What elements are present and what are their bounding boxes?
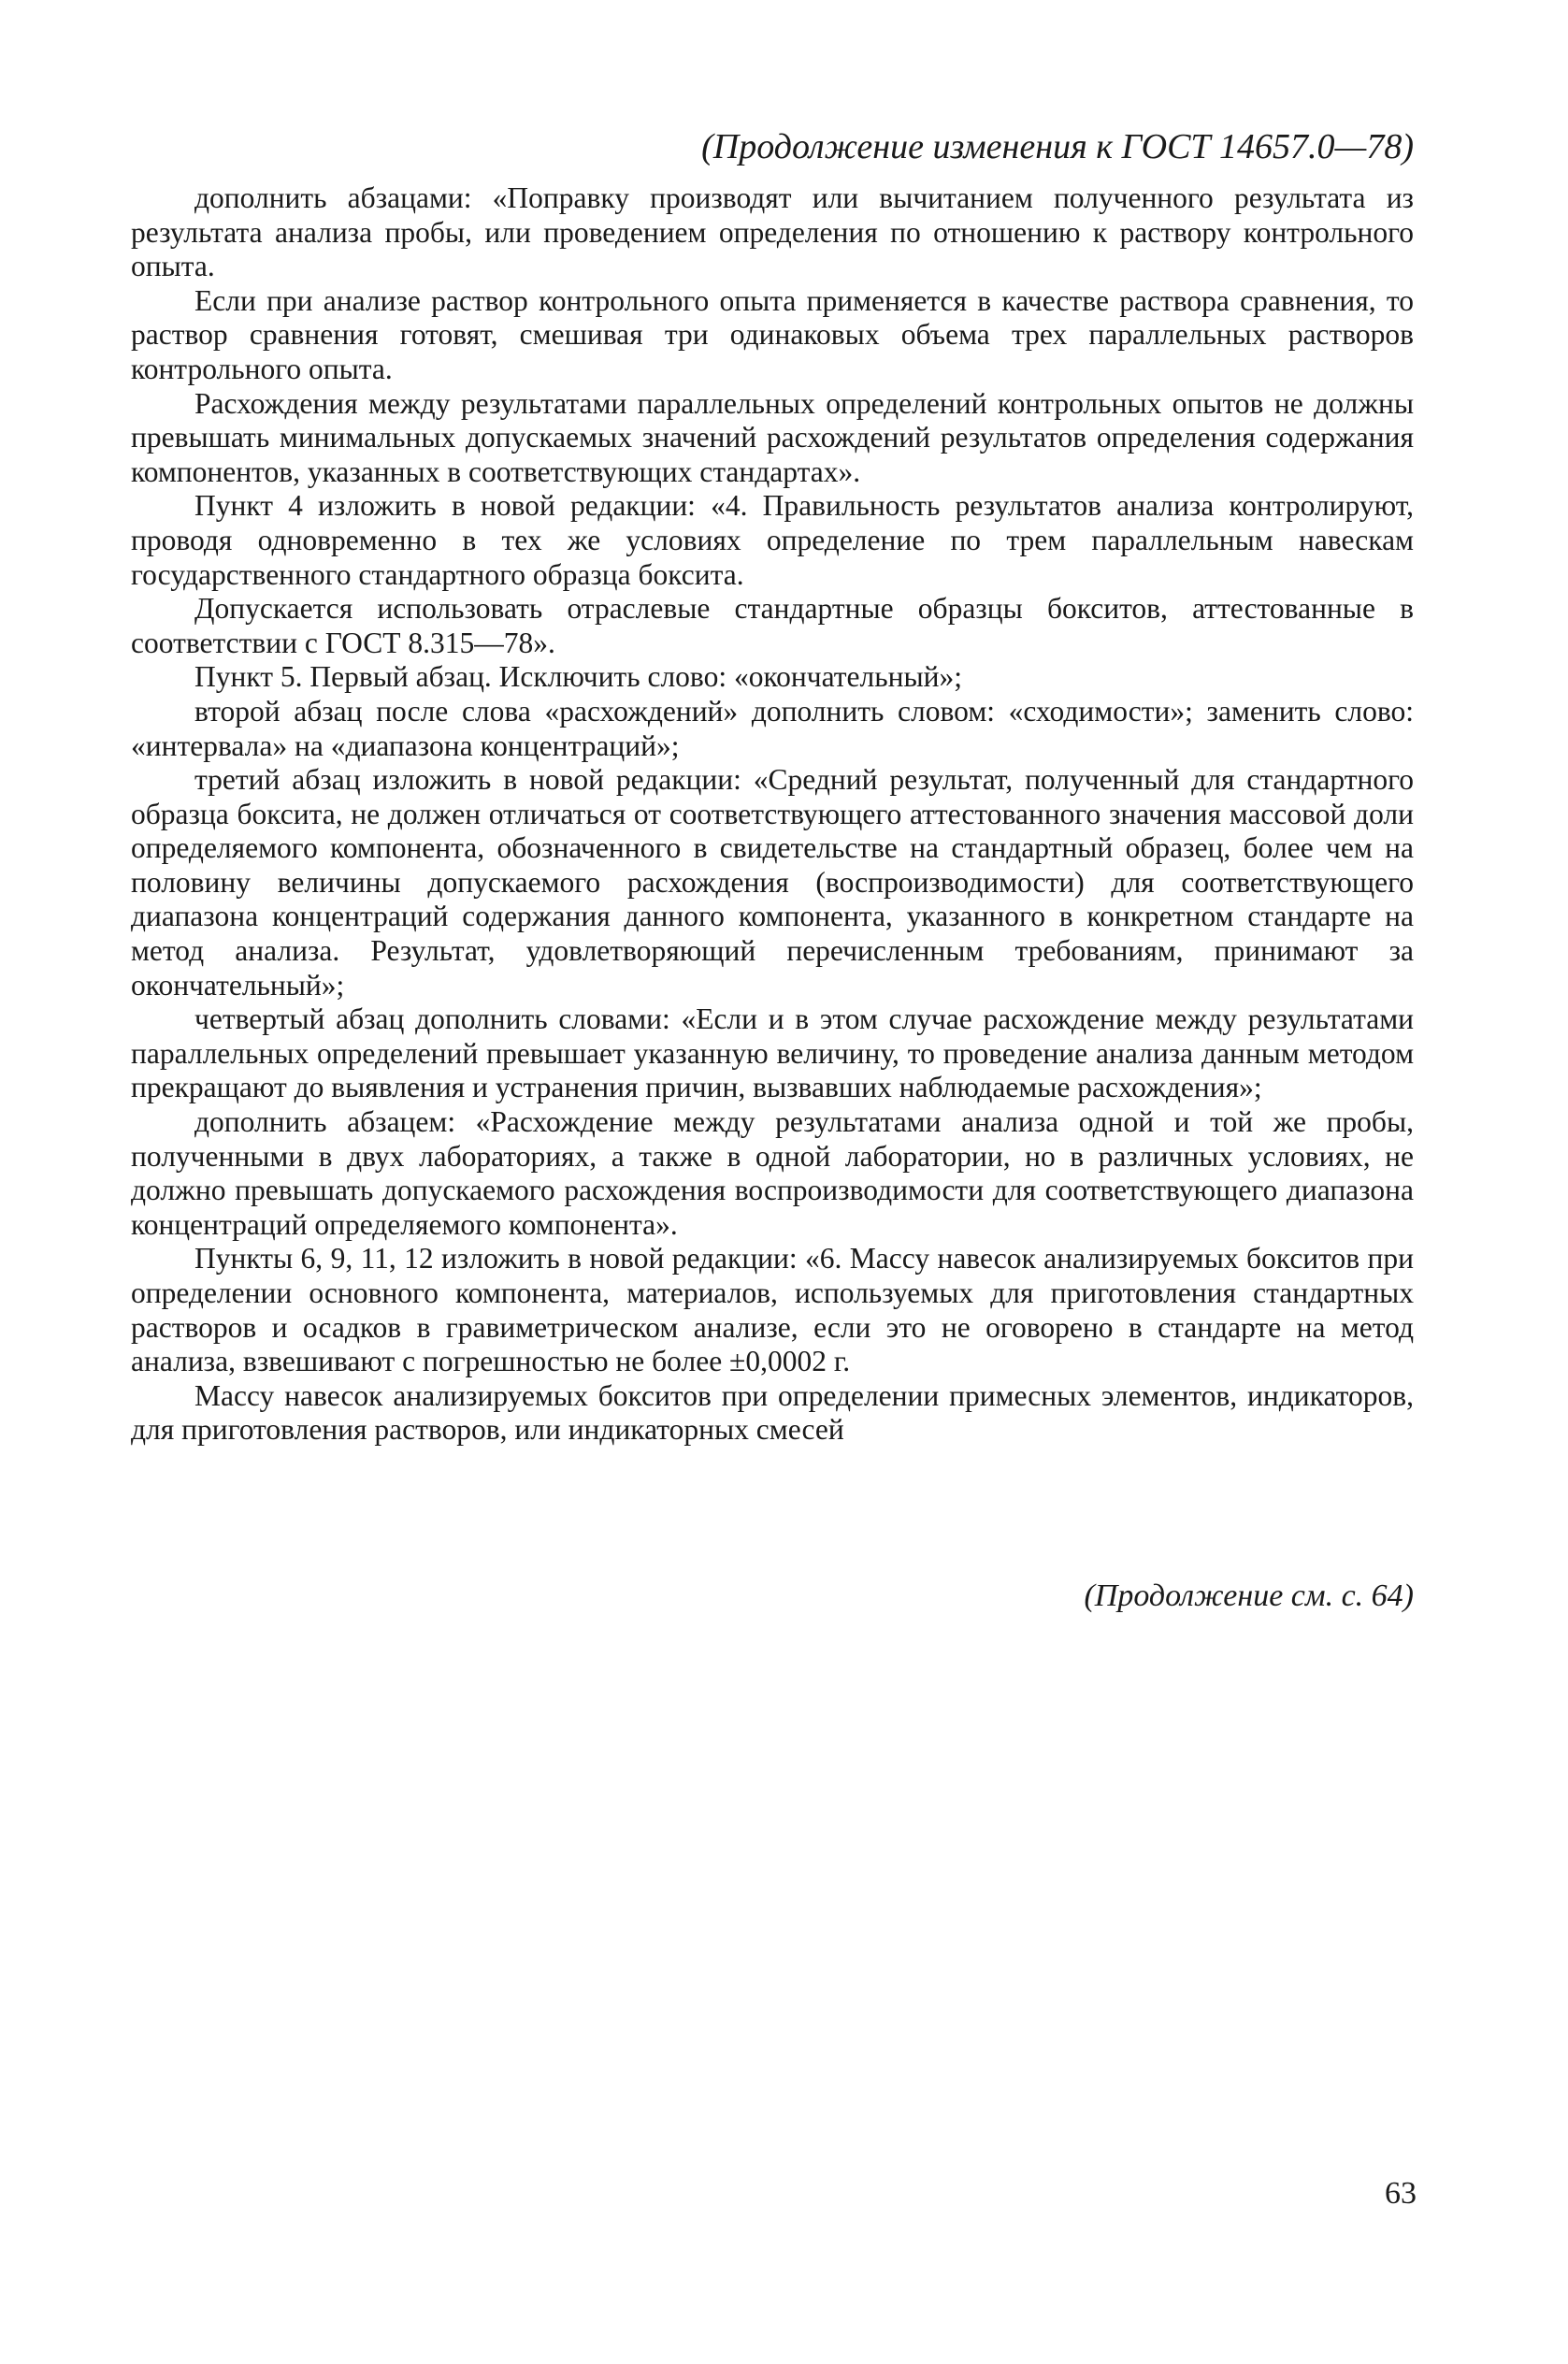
paragraph: дополнить абзацем: «Расхождение между результатами анализа одной и той же пробы, полученными в двух лабораториях, а также в одной лаборатории, но в различных условиях, не должно превышать допускаемого расхождения воспроизводимости для соответствующего диапазона концентраций определяемого компонента». <box>131 1105 1414 1241</box>
page-number: 63 <box>1385 2176 1417 2211</box>
paragraph: Пункт 4 изложить в новой редакции: «4. Правильность результатов анализа контролируют, проводя одновременно в тех же условиях определение по трем параллельным навескам государственного стандартного образца боксита. <box>131 489 1414 591</box>
paragraph: Расхождения между результатами параллельных определений контрольных опытов не должны превышать минимальных допускаемых значений расхождений результатов определения содержания компонентов, указанных в соответствующих стандартах». <box>131 386 1414 488</box>
continuation-header: (Продолжение изменения к ГОСТ 14657.0—78) <box>701 127 1414 166</box>
paragraph: Допускается использовать отраслевые стандартные образцы бокситов, аттестованные в соответствии с ГОСТ 8.315—78». <box>131 592 1414 659</box>
paragraph: Пункт 5. Первый абзац. Исключить слово: «окончательный»; <box>194 660 962 694</box>
paragraph: четвертый абзац дополнить словами: «Если и в этом случае расхождение между результатами параллельных определений превышает указанную величину, то проведение анализа данным методом прекращают до выявления и устранения причин, вызвавших наблюдаемые расхождения»; <box>131 1002 1414 1104</box>
paragraph: Пункты 6, 9, 11, 12 изложить в новой редакции: «6. Массу навесок анализируемых бокситов при определении основного компонента, материалов, используемых для приготовления стандартных растворов и осадков в гравиметрическом анализе, если это не оговорено в стандарте на метод анализа, взвешивают с погрешностью не более ±0,0002 г. <box>131 1242 1414 1378</box>
paragraph: дополнить абзацами: «Поправку производят или вычитанием полученного результата из результата анализа пробы, или проведением определения по отношению к раствору контрольного опыта. <box>131 181 1414 283</box>
document-body <box>131 181 1414 1448</box>
continuation-footer: (Продолжение см. с. 64) <box>1084 1578 1414 1613</box>
paragraph: Массу навесок анализируемых бокситов при определении примесных элементов, индикаторов, для приготовления растворов, или индикаторных смесей <box>131 1378 1414 1447</box>
paragraph: третий абзац изложить в новой редакции: «Средний результат, полученный для стандартного образца боксита, не должен отличаться от соответствующего аттестованного значения массовой доли определяемого компонента, обозначенного в свидетельстве на стандартный образец, более чем на половину величины допускаемого расхождения (воспроизводимости) для соответствующего диапазона концентраций содержания данного компонента, указанного в конкретном стандарте на метод анализа. Результат, удовлетворяющий перечисленным требованиям, принимают за окончательный»; <box>131 763 1414 1002</box>
paragraph: второй абзац после слова «расхождений» дополнить словом: «сходимости»; заменить слово: «интервала» на «диапазона концентраций»; <box>131 694 1414 762</box>
paragraph: Если при анализе раствор контрольного опыта применяется в качестве раствора сравнения, то раствор сравнения готовят, смешивая три одинаковых объема трех параллельных растворов контрольного опыта. <box>131 283 1414 385</box>
